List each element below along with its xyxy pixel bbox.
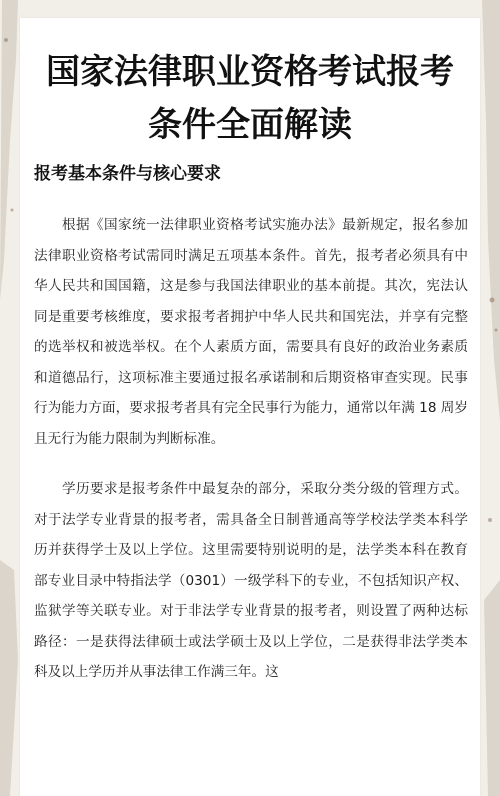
paragraph-education-requirements: 学历要求是报考条件中最复杂的部分，采取分类分级的管理方式。对于法学专业背景的报考者，需具备全日制普通高等学校法学类本科学历并获得学士及以上学位。这里需要特别说明的是，法学类本科在教育部专业目录中特指法学（0301）一级学科下的专业，不包括知识产权、监狱学等关联专业。对于非法学专业背景的报考者，则设置了两种达标路径：一是获得法律硕士或法学硕士及以上学位，二是获得非法学类本科及以上学历并从事法律工作满三年。这 — [34, 481, 468, 680]
article-card — [20, 18, 480, 796]
section-heading: 报考基本条件与核心要求 — [34, 164, 221, 184]
article-title: 国家法律职业资格考试报考条件全面解读 — [46, 52, 454, 145]
paragraph-basic-conditions: 根据《国家统一法律职业资格考试实施办法》最新规定，报名参加法律职业资格考试需同时满足五项基本条件。首先，报考者必须具有中华人民共和国国籍，这是参与我国法律职业的基本前提。其次，宪法认同是重要考核维度，要求报考者拥护中华人民共和国宪法，并享有完整的选举权和被选举权。在个人素质方面，需要具有良好的政治业务素质和道德品行，这项标准主要通过报名承诺制和后期资格审查实现。民事行为能力方面，要求报考者具有完全民事行为能力，通常以年满 18 周岁且无行为能力限制为判断标准。 — [34, 217, 468, 447]
